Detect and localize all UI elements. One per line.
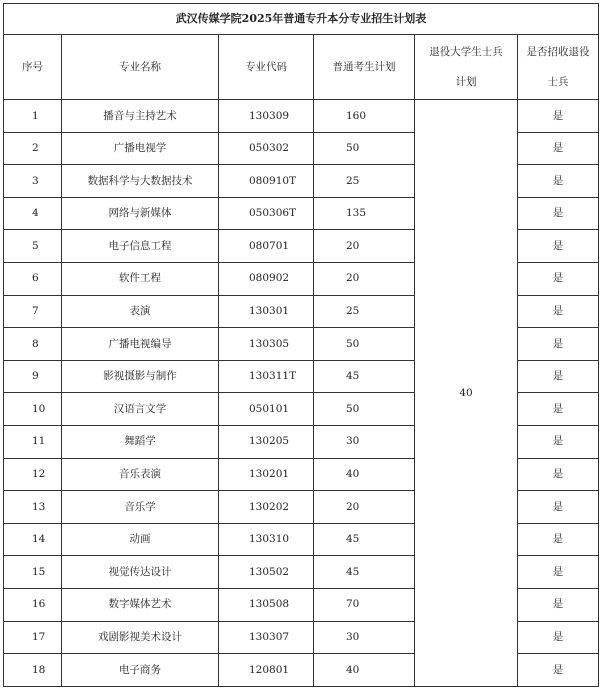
cell-regular-plan: 30 [314, 621, 415, 654]
cell-major-code: 130309 [219, 100, 314, 133]
cell-regular-plan: 25 [314, 165, 415, 198]
cell-accept-veteran: 是 [518, 654, 599, 687]
cell-accept-veteran: 是 [518, 458, 599, 491]
cell-major-code: 130502 [219, 556, 314, 589]
cell-accept-veteran: 是 [518, 165, 599, 198]
cell-major-name: 电子商务 [62, 654, 219, 687]
cell-major-code: 130307 [219, 621, 314, 654]
cell-accept-veteran: 是 [518, 393, 599, 426]
cell-major-name: 戏剧影视美术设计 [62, 621, 219, 654]
cell-major-code: 130310 [219, 523, 314, 556]
cell-accept-veteran: 是 [518, 197, 599, 230]
cell-major-name: 播音与主持艺术 [62, 100, 219, 133]
cell-major-name: 音乐学 [62, 491, 219, 524]
cell-seq: 5 [4, 230, 62, 263]
cell-seq: 12 [4, 458, 62, 491]
cell-major-name: 表演 [62, 295, 219, 328]
cell-accept-veteran: 是 [518, 328, 599, 361]
cell-major-name: 广播电视编导 [62, 328, 219, 361]
cell-major-code: 050306T [219, 197, 314, 230]
cell-regular-plan: 20 [314, 491, 415, 524]
header-veteran-plan-line1: 退役大学生士兵 [429, 46, 503, 58]
cell-major-name: 数据科学与大数据技术 [62, 165, 219, 198]
cell-regular-plan: 45 [314, 360, 415, 393]
cell-regular-plan: 160 [314, 100, 415, 133]
cell-regular-plan: 20 [314, 262, 415, 295]
cell-seq: 2 [4, 132, 62, 165]
table-title: 武汉传媒学院2025年普通专升本分专业招生计划表 [4, 4, 599, 35]
cell-accept-veteran: 是 [518, 360, 599, 393]
cell-regular-plan: 40 [314, 654, 415, 687]
cell-major-code: 080910T [219, 165, 314, 198]
table-row [4, 100, 599, 133]
cell-accept-veteran: 是 [518, 491, 599, 524]
cell-regular-plan: 45 [314, 523, 415, 556]
cell-regular-plan: 50 [314, 393, 415, 426]
cell-regular-plan: 30 [314, 425, 415, 458]
cell-major-name: 软件工程 [62, 262, 219, 295]
cell-regular-plan: 40 [314, 458, 415, 491]
cell-major-name: 动画 [62, 523, 219, 556]
cell-major-name: 电子信息工程 [62, 230, 219, 263]
header-row [4, 35, 599, 100]
cell-major-code: 130311T [219, 360, 314, 393]
cell-major-code: 080701 [219, 230, 314, 263]
header-accept-veteran-line1: 是否招收退役 [526, 46, 590, 58]
cell-accept-veteran: 是 [518, 556, 599, 589]
cell-accept-veteran: 是 [518, 621, 599, 654]
cell-accept-veteran: 是 [518, 132, 599, 165]
header-major-code: 专业代码 [219, 35, 314, 100]
cell-seq: 13 [4, 491, 62, 524]
header-major-name: 专业名称 [62, 35, 219, 100]
cell-accept-veteran: 是 [518, 588, 599, 621]
cell-seq: 17 [4, 621, 62, 654]
cell-major-code: 130205 [219, 425, 314, 458]
cell-seq: 14 [4, 523, 62, 556]
cell-major-name: 广播电视学 [62, 132, 219, 165]
cell-seq: 15 [4, 556, 62, 589]
cell-seq: 16 [4, 588, 62, 621]
cell-major-name: 舞蹈学 [62, 425, 219, 458]
cell-accept-veteran: 是 [518, 425, 599, 458]
header-veteran-plan [415, 35, 518, 100]
cell-regular-plan: 50 [314, 132, 415, 165]
header-seq: 序号 [4, 35, 62, 100]
cell-major-code: 130301 [219, 295, 314, 328]
cell-accept-veteran: 是 [518, 230, 599, 263]
cell-seq: 6 [4, 262, 62, 295]
cell-major-code: 050302 [219, 132, 314, 165]
cell-regular-plan: 45 [314, 556, 415, 589]
cell-seq: 11 [4, 425, 62, 458]
enrollment-plan-table [3, 3, 599, 687]
header-accept-veteran-line2: 士兵 [547, 76, 569, 88]
cell-seq: 10 [4, 393, 62, 426]
cell-major-code: 130201 [219, 458, 314, 491]
cell-major-name: 视觉传达设计 [62, 556, 219, 589]
cell-major-code: 130508 [219, 588, 314, 621]
cell-major-name: 数字媒体艺术 [62, 588, 219, 621]
cell-seq: 3 [4, 165, 62, 198]
cell-major-name: 汉语言文学 [62, 393, 219, 426]
cell-major-code: 050101 [219, 393, 314, 426]
table-body [4, 100, 599, 687]
cell-accept-veteran: 是 [518, 295, 599, 328]
cell-veteran-plan-total: 40 [415, 100, 518, 687]
cell-major-code: 130305 [219, 328, 314, 361]
cell-accept-veteran: 是 [518, 523, 599, 556]
cell-accept-veteran: 是 [518, 262, 599, 295]
cell-accept-veteran: 是 [518, 100, 599, 133]
cell-seq: 7 [4, 295, 62, 328]
cell-regular-plan: 20 [314, 230, 415, 263]
cell-seq: 9 [4, 360, 62, 393]
cell-major-code: 130202 [219, 491, 314, 524]
header-accept-veteran [518, 35, 599, 100]
cell-major-name: 音乐表演 [62, 458, 219, 491]
cell-seq: 4 [4, 197, 62, 230]
cell-seq: 1 [4, 100, 62, 133]
cell-seq: 18 [4, 654, 62, 687]
cell-regular-plan: 135 [314, 197, 415, 230]
cell-regular-plan: 70 [314, 588, 415, 621]
cell-major-name: 网络与新媒体 [62, 197, 219, 230]
header-veteran-plan-line2: 计划 [455, 76, 477, 88]
cell-major-code: 080902 [219, 262, 314, 295]
header-regular-plan: 普通考生计划 [314, 35, 415, 100]
cell-regular-plan: 25 [314, 295, 415, 328]
cell-seq: 8 [4, 328, 62, 361]
cell-regular-plan: 50 [314, 328, 415, 361]
cell-major-code: 120801 [219, 654, 314, 687]
cell-major-name: 影视摄影与制作 [62, 360, 219, 393]
